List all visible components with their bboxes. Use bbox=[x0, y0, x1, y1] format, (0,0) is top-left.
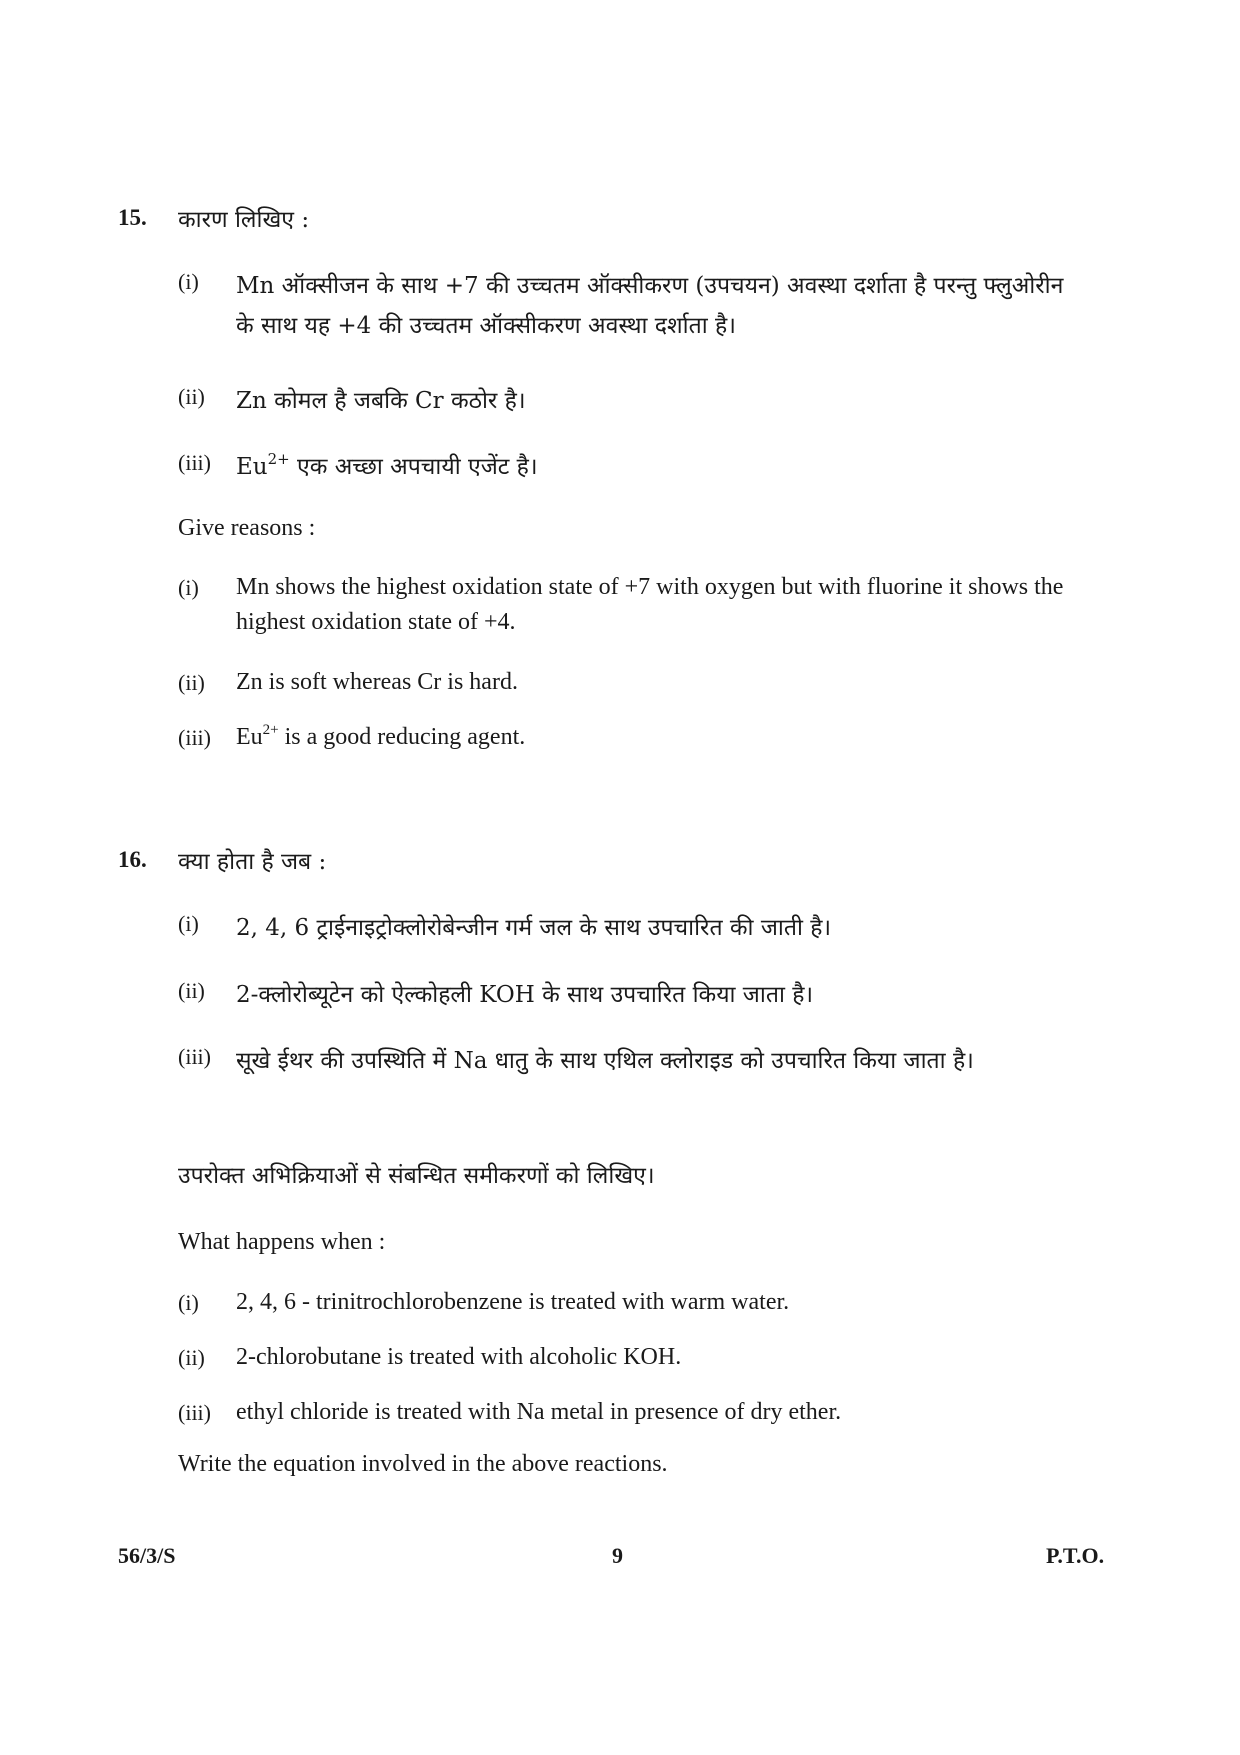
ion-symbol: Eu bbox=[236, 724, 263, 750]
item-label: (iii) bbox=[178, 450, 211, 475]
item-label: (ii) bbox=[178, 978, 205, 1003]
item-label: (ii) bbox=[178, 1345, 205, 1370]
item-text: 2, 4, 6 - trinitrochlorobenzene is treated with warm water. bbox=[236, 1289, 790, 1315]
please-turn-over: P.T.O. bbox=[1046, 1543, 1105, 1568]
question-16-instruction-hindi: उपरोक्त अभिक्रियाओं से संबन्धित समीकरणों को लिखिए। bbox=[178, 1163, 655, 1189]
item-label: (ii) bbox=[178, 384, 205, 409]
item-label: (iii) bbox=[178, 1044, 211, 1069]
item-text: ethyl chloride is treated with Na metal in presence of dry ether. bbox=[236, 1399, 842, 1425]
item-text bbox=[236, 447, 1078, 487]
paper-code: 56/3/S bbox=[118, 1543, 176, 1568]
item-text-rest: is a good reducing agent. bbox=[278, 724, 526, 750]
question-16-heading-english: What happens when : bbox=[178, 1229, 386, 1255]
item-text: Zn is soft whereas Cr is hard. bbox=[236, 669, 518, 695]
ion-symbol: Eu bbox=[236, 454, 268, 480]
ion-charge: 2+ bbox=[262, 722, 279, 738]
item-text bbox=[236, 720, 1078, 755]
question-16-heading-hindi: क्या होता है जब : bbox=[178, 849, 327, 875]
question-15-number: 15. bbox=[118, 205, 147, 230]
item-text: Mn shows the highest oxidation state of +7 with oxygen but with fluorine it shows the highest oxidation state of +4. bbox=[236, 574, 1064, 635]
ion-charge: 2+ bbox=[267, 450, 290, 468]
item-text: 2, 4, 6 ट्राईनाइट्रोक्लोरोबेन्जीन गर्म जल के साथ उपचारित की जाती है। bbox=[236, 915, 832, 941]
item-label: (iii) bbox=[178, 1400, 211, 1425]
question-15-heading-english: Give reasons : bbox=[178, 515, 316, 541]
item-label: (i) bbox=[178, 269, 199, 294]
item-text: Mn ऑक्सीजन के साथ +7 की उच्चतम ऑक्सीकरण (उपचयन) अवस्था दर्शाता है परन्तु फ्लुओरीन के साथ यह +4 की उच्चतम ऑक्सीकरण अवस्था दर्शाता है। bbox=[236, 273, 1064, 339]
item-label: (i) bbox=[178, 575, 199, 600]
item-text: 2-क्लोरोब्यूटेन को ऐल्कोहली KOH के साथ उपचारित किया जाता है। bbox=[236, 982, 814, 1008]
item-text: Zn कोमल है जबकि Cr कठोर है। bbox=[236, 388, 526, 414]
item-label: (i) bbox=[178, 1290, 199, 1315]
item-label: (i) bbox=[178, 911, 199, 936]
question-16-instruction-english: Write the equation involved in the above reactions. bbox=[178, 1451, 668, 1477]
question-15-heading-hindi: कारण लिखिए : bbox=[178, 207, 310, 233]
item-text: सूखे ईथर की उपस्थिति में Na धातु के साथ एथिल क्लोराइड को उपचारित किया जाता है। bbox=[236, 1048, 974, 1074]
item-label: (iii) bbox=[178, 725, 211, 750]
item-label: (ii) bbox=[178, 670, 205, 695]
item-text-rest: एक अच्छा अपचायी एजेंट है। bbox=[289, 454, 538, 480]
page-number: 9 bbox=[612, 1543, 623, 1568]
question-16-number: 16. bbox=[118, 847, 147, 872]
item-text: 2-chlorobutane is treated with alcoholic KOH. bbox=[236, 1344, 682, 1370]
